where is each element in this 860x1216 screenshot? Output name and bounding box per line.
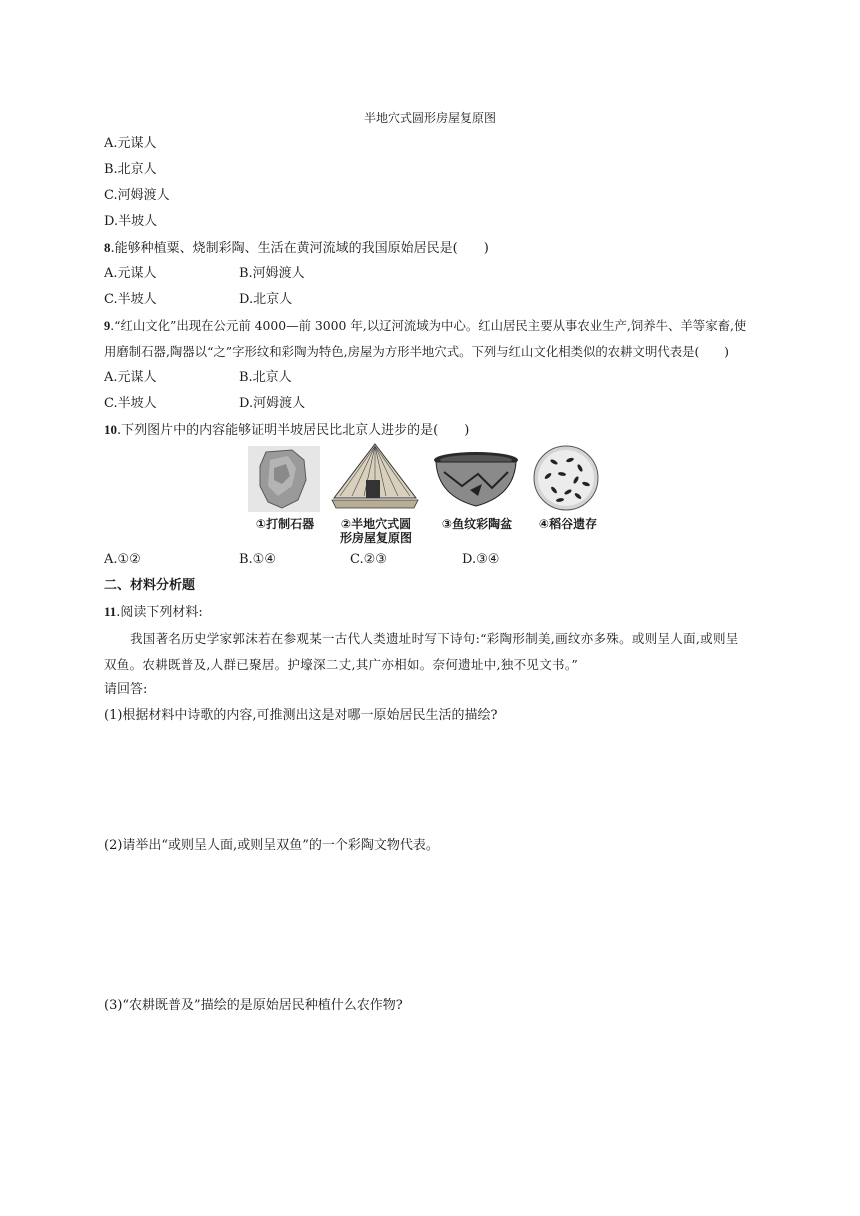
q8-option-a: A.元谋人 [104,266,157,281]
q11-sub2: (2)请举出“或则呈人面,或则呈双鱼”的一个彩陶文物代表。 [104,838,439,853]
q10-number: 10 [104,422,117,437]
q7-option-a: A.元谋人 [104,136,157,151]
q7-option-d: D.半坡人 [104,214,158,229]
q8-number: 8 [104,240,111,255]
chipped-stone-tool-icon [248,446,320,512]
q9-stem-line2: 用磨制石器,陶器以“之”字形纹和彩陶为特色,房屋为方形半地穴式。下列与红山文化相类似的农耕文明代表是( ) [104,344,729,359]
image-label-4: ④稻谷遗存 [538,517,598,531]
q11-prompt: 请回答: [104,682,148,697]
q8-stem-text: .能够种植粟、烧制彩陶、生活在黄河流域的我国原始居民是( ) [110,241,489,256]
q10-stem [104,421,469,440]
q9-option-a: A.元谋人 [104,370,157,385]
q7-option-b: B.北京人 [104,162,157,177]
q11-sub3: (3)“农耕既普及”描绘的是原始居民种植什么农作物? [104,998,403,1013]
q9-stem-line1 [104,317,746,335]
painted-pottery-basin-icon [432,450,520,510]
q10-stem-text: .下列图片中的内容能够证明半坡居民比北京人进步的是( ) [117,423,470,438]
q7-option-c: C.河姆渡人 [104,188,170,203]
image-label-2: ②半地穴式圆 形房屋复原图 [339,517,412,545]
figure-caption: 半地穴式圆形房屋复原图 [363,111,496,125]
image-label-3: ③鱼纹彩陶盆 [441,517,513,531]
q11-material-line2: 双鱼。农耕既普及,人群已聚居。护壕深二丈,其广亦相如。奈何遗址中,独不见文书。” [104,657,579,672]
q11-sub1: (1)根据材料中诗歌的内容,可推测出这是对哪一原始居民生活的描绘? [104,708,498,723]
q11-material [104,626,764,678]
q9-option-b: B.北京人 [239,370,292,385]
q8-option-d: D.北京人 [239,292,293,307]
q10-option-d: D.③④ [462,552,500,567]
q11-number: 11 [104,604,117,619]
image-label-1: ①打制石器 [255,517,315,531]
q10-option-b: B.①④ [239,552,276,567]
q9-option-c: C.半坡人 [104,396,157,411]
q11-material-line1: 我国著名历史学家郭沫若在参观某一古代人类遗址时写下诗句:“彩陶形制美,画纹亦多殊。或则呈人面,或则呈 [130,631,739,646]
q10-option-a: A.①② [104,552,141,567]
rice-grain-remains-icon [532,444,600,512]
q10-option-c: C.②③ [350,552,387,567]
q8-option-c: C.半坡人 [104,292,157,307]
q11-stem [104,603,203,622]
q9-number: 9 [104,319,111,333]
q8-option-b: B.河姆渡人 [239,266,305,281]
q11-stem-text: .阅读下列材料: [116,605,203,620]
q9-stem-text-1: .“红山文化”出现在公元前 4000—前 3000 年,以辽河流域为中心。红山居民主要从事农业生产,饲养牛、羊等家畜,使 [110,318,747,333]
q9-option-d: D.河姆渡人 [239,396,306,411]
thatched-hut-icon [330,442,420,514]
q8-stem [104,239,489,258]
section-title: 二、材料分析题 [104,578,196,593]
